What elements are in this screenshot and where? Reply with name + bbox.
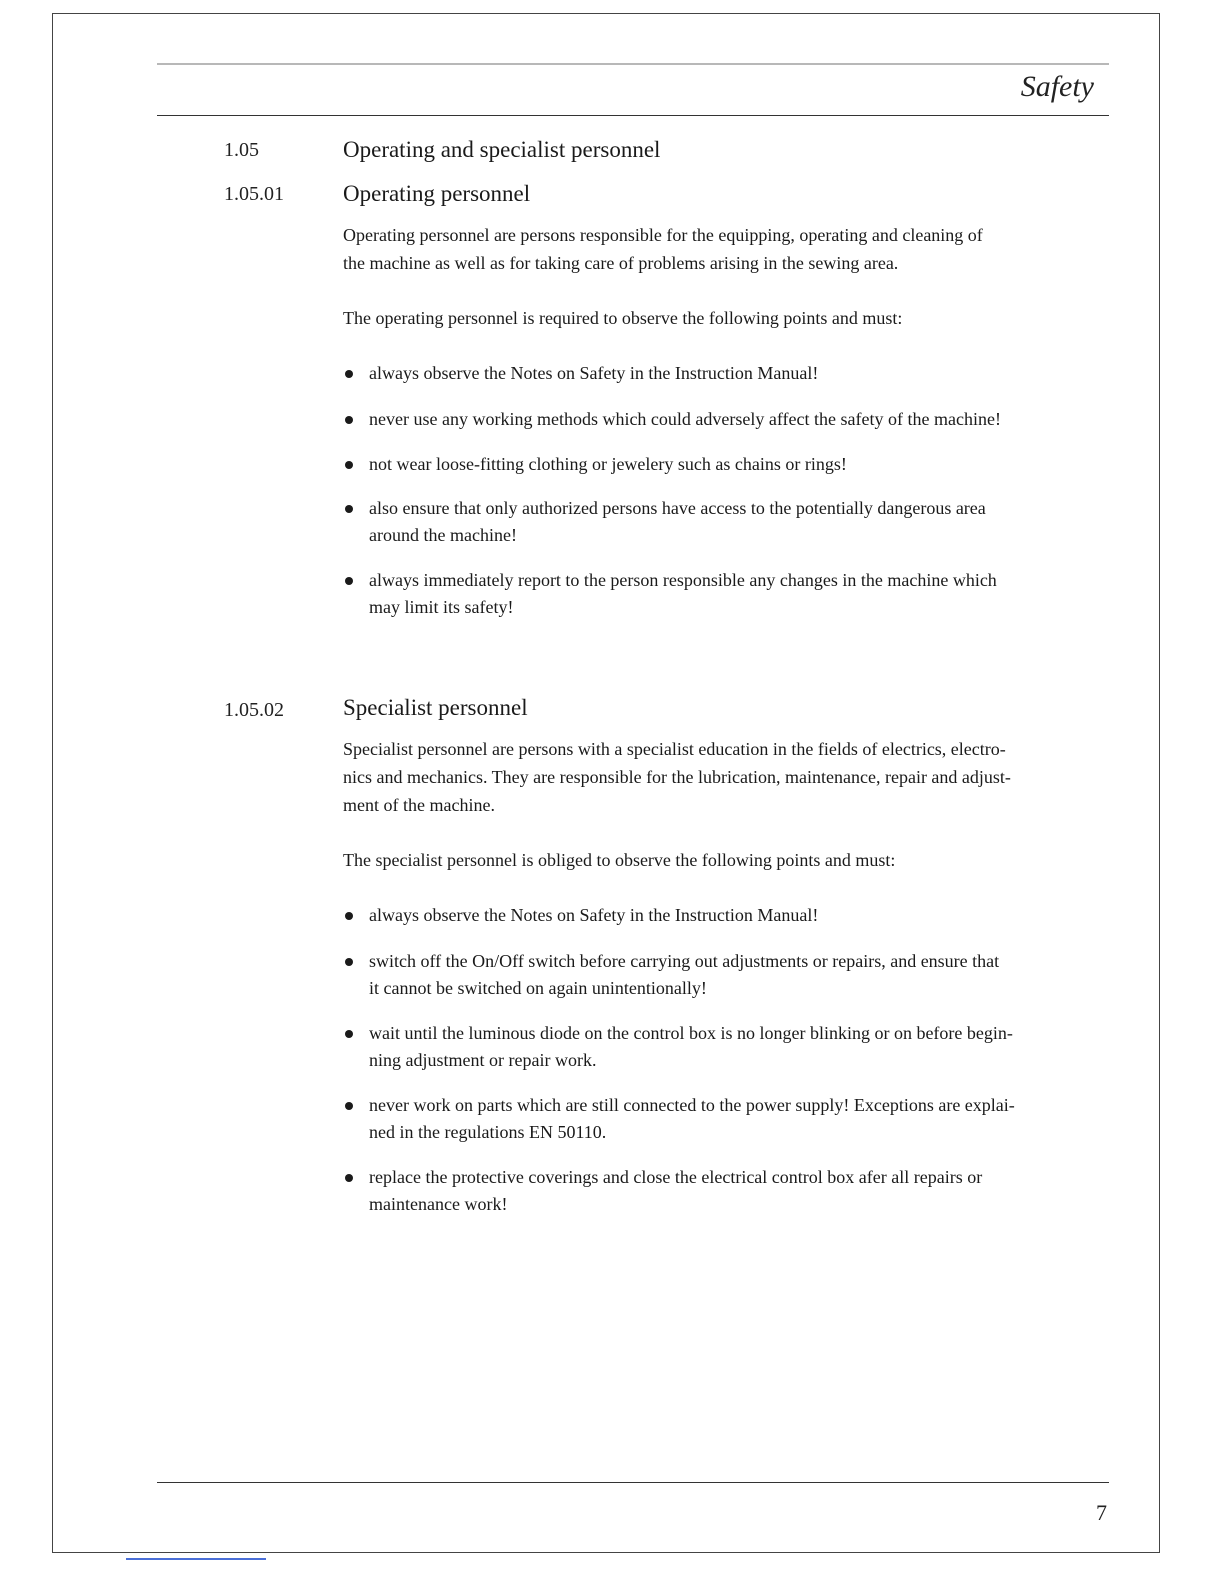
list-item-text: also ensure that only authorized persons have access to the potentially dangerous area — [369, 498, 986, 518]
list-item-text: it cannot be switched on again unintentionally! — [369, 978, 707, 998]
list-item-text: always observe the Notes on Safety in the Instruction Manual! — [369, 363, 819, 383]
page-number: 7 — [1096, 1500, 1107, 1525]
list-item — [343, 567, 1043, 621]
list-item-text: not wear loose-fitting clothing or jewelery such as chains or rings! — [369, 454, 847, 474]
list-item — [343, 451, 1043, 478]
section-title: Operating and specialist personnel — [343, 137, 661, 162]
list-item-text: may limit its safety! — [369, 597, 514, 617]
list-item-text: always immediately report to the person responsible any changes in the machine which — [369, 570, 997, 590]
specialist-lead: The specialist personnel is obliged to observe the following points and must: — [343, 850, 896, 870]
list-item — [343, 1092, 1043, 1146]
list-item-text: never use any working methods which could adversely affect the safety of the machine! — [369, 409, 1001, 429]
bullet-icon — [345, 505, 353, 513]
list-item — [343, 902, 1043, 929]
list-item-text: ning adjustment or repair work. — [369, 1050, 597, 1070]
list-item — [343, 360, 1043, 387]
bullet-icon — [345, 370, 353, 378]
bullet-icon — [345, 1102, 353, 1110]
bullet-icon — [345, 1174, 353, 1182]
specialist-intro-line: Specialist personnel are persons with a specialist education in the fields of electrics, electro- — [343, 739, 1006, 759]
bullet-icon — [345, 958, 353, 966]
operating-bullet-list — [343, 360, 1043, 621]
footer-rule — [157, 1482, 1109, 1483]
bullet-icon — [345, 416, 353, 424]
specialist-intro — [343, 735, 1043, 819]
bullet-icon — [345, 577, 353, 585]
bullet-icon — [345, 1030, 353, 1038]
list-item-text: around the machine! — [369, 525, 517, 545]
subsection-title-operating: Operating personnel — [343, 181, 531, 206]
bullet-icon — [345, 461, 353, 469]
subsection-title-specialist: Specialist personnel — [343, 695, 528, 720]
list-item — [343, 1020, 1043, 1074]
list-item-text: never work on parts which are still connected to the power supply! Exceptions are explai- — [369, 1095, 1015, 1115]
running-head: Safety — [1020, 70, 1094, 103]
subsection-number-specialist: 1.05.02 — [224, 699, 284, 721]
specialist-bullet-list — [343, 902, 1043, 1218]
header-rule — [157, 115, 1109, 116]
operating-lead: The operating personnel is required to observe the following points and must: — [343, 308, 903, 328]
list-item-text: replace the protective coverings and close the electrical control box afer all repairs or — [369, 1167, 983, 1187]
specialist-intro-line: nics and mechanics. They are responsible for the lubrication, maintenance, repair and adjust- — [343, 767, 1011, 787]
operating-intro-line: Operating personnel are persons responsible for the equipping, operating and cleaning of — [343, 225, 983, 245]
list-item-text: switch off the On/Off switch before carrying out adjustments or repairs, and ensure that — [369, 951, 1000, 971]
list-item — [343, 948, 1043, 1002]
list-item-text: always observe the Notes on Safety in the Instruction Manual! — [369, 905, 819, 925]
specialist-intro-line: ment of the machine. — [343, 795, 495, 815]
list-item — [343, 495, 1043, 549]
list-item — [343, 1164, 1043, 1218]
list-item-text: wait until the luminous diode on the control box is no longer blinking or on before begin- — [369, 1023, 1013, 1043]
section-number: 1.05 — [224, 139, 259, 161]
header-rule-light — [157, 63, 1109, 65]
operating-intro-line: the machine as well as for taking care of problems arising in the sewing area. — [343, 253, 899, 273]
subsection-number-operating: 1.05.01 — [224, 183, 284, 205]
list-item-text: maintenance work! — [369, 1194, 508, 1214]
bottom-tab-line — [126, 1558, 266, 1560]
list-item — [343, 406, 1043, 433]
operating-intro — [343, 221, 1043, 277]
list-item-text: ned in the regulations EN 50110. — [369, 1122, 607, 1142]
bullet-icon — [345, 912, 353, 920]
